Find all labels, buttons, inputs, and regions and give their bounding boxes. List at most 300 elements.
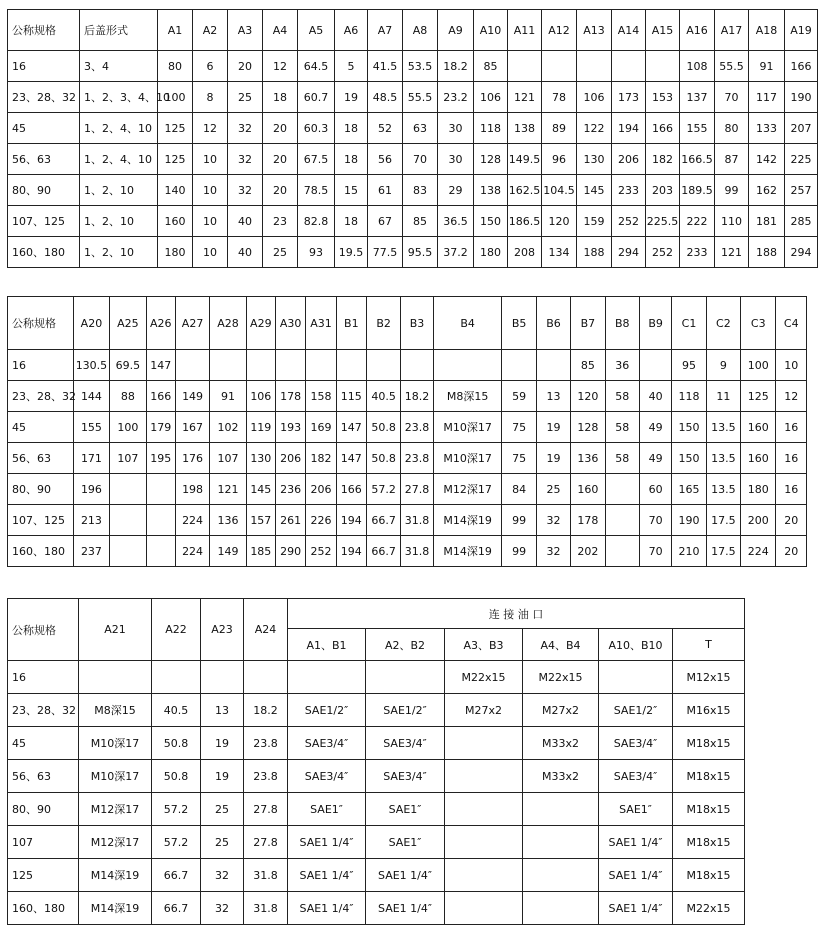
table-cell: 40.5 — [366, 381, 400, 412]
table-cell: 167 — [175, 412, 209, 443]
subheader-cell: A4、B4 — [523, 629, 599, 661]
table-cell — [445, 859, 523, 892]
table-cell: 20 — [228, 51, 263, 82]
table-cell: 171 — [73, 443, 109, 474]
table-cell: 106 — [246, 381, 275, 412]
table-cell: 70 — [639, 505, 671, 536]
table-cell: 252 — [612, 206, 646, 237]
header-cell: A28 — [210, 297, 246, 350]
table-cell: 45 — [8, 412, 74, 443]
table-cell: 252 — [646, 237, 680, 268]
table-cell: 149 — [175, 381, 209, 412]
table-cell: 188 — [577, 237, 612, 268]
header-cell: A21 — [79, 599, 152, 661]
table-cell: SAE3/4″ — [366, 760, 445, 793]
table-cell: 188 — [749, 237, 785, 268]
table-cell: 121 — [508, 82, 542, 113]
table-cell: 58 — [605, 443, 639, 474]
table-row — [8, 443, 807, 474]
table-cell: 32 — [201, 892, 244, 925]
header-cell: A20 — [73, 297, 109, 350]
table-cell: 89 — [542, 113, 577, 144]
table-cell: 158 — [306, 381, 336, 412]
table-cell — [508, 51, 542, 82]
table-cell: 77.5 — [368, 237, 403, 268]
subheader-cell: A2、B2 — [366, 629, 445, 661]
table-cell: SAE1″ — [599, 793, 673, 826]
table-cell: 82.8 — [298, 206, 335, 237]
table-row — [8, 727, 745, 760]
header-cell: A13 — [577, 10, 612, 51]
table-row — [8, 144, 818, 175]
table-cell: 138 — [508, 113, 542, 144]
table-cell: 32 — [228, 113, 263, 144]
table-cell: 1、2、4、10 — [80, 144, 158, 175]
table-cell: 19 — [201, 760, 244, 793]
table-cell: 104.5 — [542, 175, 577, 206]
table-cell: 224 — [741, 536, 776, 567]
table-cell: 18 — [335, 206, 368, 237]
table-cell: 162 — [749, 175, 785, 206]
table-cell: 137 — [680, 82, 715, 113]
table-cell: 25 — [263, 237, 298, 268]
table-cell: 149 — [210, 536, 246, 567]
table-cell: 100 — [110, 412, 146, 443]
table-cell: 25 — [228, 82, 263, 113]
table-cell: 32 — [536, 505, 570, 536]
header-cell: A24 — [244, 599, 288, 661]
header-cell: A7 — [368, 10, 403, 51]
table-cell: 182 — [646, 144, 680, 175]
table-cell: 226 — [306, 505, 336, 536]
table-cell: 125 — [158, 113, 193, 144]
table-cell: 294 — [612, 237, 646, 268]
header-cell: A3 — [228, 10, 263, 51]
table-cell: 80、90 — [8, 793, 79, 826]
table-cell: 32 — [228, 144, 263, 175]
table-cell: 23、28、32 — [8, 381, 74, 412]
table-cell: 36 — [605, 350, 639, 381]
header-row-top — [8, 599, 745, 629]
table-row — [8, 694, 745, 727]
table-cell: 294 — [785, 237, 818, 268]
table-cell: 70 — [715, 82, 749, 113]
table-cell — [110, 474, 146, 505]
table-cell: 198 — [175, 474, 209, 505]
table-cell: 166.5 — [680, 144, 715, 175]
table-cell: 50.8 — [366, 412, 400, 443]
table-cell: 225.5 — [646, 206, 680, 237]
table-cell: 185 — [246, 536, 275, 567]
table-cell — [445, 727, 523, 760]
table-cell: SAE3/4″ — [288, 760, 366, 793]
header-cell: A23 — [201, 599, 244, 661]
table-cell: 85 — [571, 350, 605, 381]
table-cell — [445, 793, 523, 826]
table-cell: 128 — [474, 144, 508, 175]
table-cell: 200 — [741, 505, 776, 536]
table-cell: 196 — [73, 474, 109, 505]
table-cell: M14深19 — [433, 536, 502, 567]
table-cell: 95.5 — [403, 237, 438, 268]
table-cell — [79, 661, 152, 694]
header-cell: 后盖形式 — [80, 10, 158, 51]
table-cell — [288, 661, 366, 694]
table-cell: M14深19 — [433, 505, 502, 536]
table-cell: 138 — [474, 175, 508, 206]
table-cell: 56、63 — [8, 443, 74, 474]
table-cell: 261 — [275, 505, 305, 536]
table-cell: SAE1 1/4″ — [288, 859, 366, 892]
table-cell: 66.7 — [152, 892, 201, 925]
table-cell: 80、90 — [8, 175, 80, 206]
table-cell: M18x15 — [673, 859, 745, 892]
table-cell: 3、4 — [80, 51, 158, 82]
table-cell: 64.5 — [298, 51, 335, 82]
table-cell — [646, 51, 680, 82]
table-cell: 13.5 — [706, 443, 740, 474]
table-cell: 88 — [110, 381, 146, 412]
table-cell: 10 — [193, 144, 228, 175]
table-cell: 49 — [639, 412, 671, 443]
table-cell: 60.3 — [298, 113, 335, 144]
table-cell: 10 — [193, 175, 228, 206]
table-cell: 36.5 — [438, 206, 474, 237]
table-cell: 75 — [502, 412, 536, 443]
subheader-cell: A10、B10 — [599, 629, 673, 661]
table-cell: 10 — [776, 350, 807, 381]
table-cell: 130 — [246, 443, 275, 474]
table-cell: 50.8 — [152, 760, 201, 793]
table-cell: 118 — [672, 381, 706, 412]
table-cell: 180 — [474, 237, 508, 268]
table-cell — [536, 350, 570, 381]
table-cell: M22x15 — [673, 892, 745, 925]
table-cell: 207 — [785, 113, 818, 144]
header-row — [8, 297, 807, 350]
table-cell: M10深17 — [79, 760, 152, 793]
table-cell: 107、125 — [8, 206, 80, 237]
table-cell: 160、180 — [8, 536, 74, 567]
table-cell: M27x2 — [445, 694, 523, 727]
table-cell: 166 — [146, 381, 175, 412]
table-cell — [146, 474, 175, 505]
table-cell: 31.8 — [401, 505, 433, 536]
table-cell: 202 — [571, 536, 605, 567]
table-cell: 115 — [336, 381, 366, 412]
table-cell — [577, 51, 612, 82]
table-cell: 30 — [438, 113, 474, 144]
table-cell: 80 — [158, 51, 193, 82]
table-cell: 130.5 — [73, 350, 109, 381]
table-cell: 56、63 — [8, 144, 80, 175]
table-cell: 155 — [680, 113, 715, 144]
table-cell: 206 — [612, 144, 646, 175]
table-cell: 236 — [275, 474, 305, 505]
table-cell: SAE1″ — [366, 826, 445, 859]
table-cell — [639, 350, 671, 381]
table-cell: 85 — [474, 51, 508, 82]
table-cell: 125 — [158, 144, 193, 175]
table-cell: 23、28、32 — [8, 694, 79, 727]
table-cell: 176 — [175, 443, 209, 474]
table-cell: M27x2 — [523, 694, 599, 727]
table-cell: 203 — [646, 175, 680, 206]
table-cell: 17.5 — [706, 505, 740, 536]
table-cell: 16 — [8, 350, 74, 381]
header-cell: C3 — [741, 297, 776, 350]
header-cell: A12 — [542, 10, 577, 51]
table-cell: 107 — [110, 443, 146, 474]
table-cell: 121 — [715, 237, 749, 268]
table-cell: SAE1 1/4″ — [599, 892, 673, 925]
table-cell: 237 — [73, 536, 109, 567]
table-cell: 31.8 — [244, 859, 288, 892]
table-cell: 83 — [403, 175, 438, 206]
table-cell: M8深15 — [433, 381, 502, 412]
table-cell: 16 — [776, 443, 807, 474]
table-cell — [605, 536, 639, 567]
header-cell: A17 — [715, 10, 749, 51]
table-cell: 206 — [306, 474, 336, 505]
table-cell: 190 — [672, 505, 706, 536]
header-cell: A8 — [403, 10, 438, 51]
table-cell: 100 — [741, 350, 776, 381]
table-cell: M10深17 — [433, 443, 502, 474]
table-cell — [110, 536, 146, 567]
subheader-cell: A1、B1 — [288, 629, 366, 661]
table-row — [8, 381, 807, 412]
table-cell: 25 — [536, 474, 570, 505]
table-cell: 118 — [474, 113, 508, 144]
table-cell: SAE1/2″ — [599, 694, 673, 727]
header-cell: A19 — [785, 10, 818, 51]
table-cell: SAE1 1/4″ — [288, 826, 366, 859]
table-cell: 225 — [785, 144, 818, 175]
header-cell: A22 — [152, 599, 201, 661]
oil-port-table — [7, 598, 745, 925]
table-cell: 119 — [246, 412, 275, 443]
table-cell: 99 — [502, 536, 536, 567]
table-cell: 128 — [571, 412, 605, 443]
table-cell: 155 — [73, 412, 109, 443]
table-cell: 180 — [741, 474, 776, 505]
table-cell: 66.7 — [366, 505, 400, 536]
table-cell: 194 — [336, 536, 366, 567]
table-cell: 130 — [577, 144, 612, 175]
table-cell: 30 — [438, 144, 474, 175]
table-cell: 285 — [785, 206, 818, 237]
table-cell: 9 — [706, 350, 740, 381]
table-cell: M22x15 — [523, 661, 599, 694]
table-cell: 194 — [612, 113, 646, 144]
table-cell: 75 — [502, 443, 536, 474]
table-cell: 195 — [146, 443, 175, 474]
table-cell: 41.5 — [368, 51, 403, 82]
table-cell: 19 — [536, 412, 570, 443]
table-cell — [175, 350, 209, 381]
table-cell: 178 — [275, 381, 305, 412]
table-cell: 140 — [158, 175, 193, 206]
table-cell: 162.5 — [508, 175, 542, 206]
table-cell: M18x15 — [673, 760, 745, 793]
subheader-cell: A3、B3 — [445, 629, 523, 661]
table-cell: 40 — [228, 206, 263, 237]
table-cell: 160、180 — [8, 892, 79, 925]
table-cell: 78 — [542, 82, 577, 113]
table-row — [8, 175, 818, 206]
table-cell: 224 — [175, 536, 209, 567]
table-cell: M12深17 — [433, 474, 502, 505]
header-cell: A16 — [680, 10, 715, 51]
table-cell: 69.5 — [110, 350, 146, 381]
table-cell: M12深17 — [79, 826, 152, 859]
table-cell — [146, 536, 175, 567]
table-cell: 56 — [368, 144, 403, 175]
table-cell: 45 — [8, 727, 79, 760]
table-cell: 6 — [193, 51, 228, 82]
table-cell — [523, 826, 599, 859]
table-cell — [433, 350, 502, 381]
table-cell: 222 — [680, 206, 715, 237]
table-cell: 108 — [680, 51, 715, 82]
table-row — [8, 350, 807, 381]
table-cell: 15 — [335, 175, 368, 206]
header-cell: B7 — [571, 297, 605, 350]
table-cell: 60 — [639, 474, 671, 505]
table-cell: 18 — [335, 113, 368, 144]
header-cell: 公称规格 — [8, 10, 80, 51]
table-cell: M12深17 — [79, 793, 152, 826]
table-cell: 95 — [672, 350, 706, 381]
table-cell: 125 — [741, 381, 776, 412]
header-cell: A14 — [612, 10, 646, 51]
table-cell: 18.2 — [244, 694, 288, 727]
table-cell: SAE1 1/4″ — [366, 859, 445, 892]
table-cell: 80、90 — [8, 474, 74, 505]
table-cell: M33x2 — [523, 727, 599, 760]
table-cell: 122 — [577, 113, 612, 144]
header-cell: A6 — [335, 10, 368, 51]
table-cell: 18.2 — [438, 51, 474, 82]
table-cell: M18x15 — [673, 793, 745, 826]
table-cell — [599, 661, 673, 694]
table-cell: 20 — [776, 505, 807, 536]
table-cell: 16 — [8, 51, 80, 82]
table-cell: SAE3/4″ — [599, 727, 673, 760]
table-cell: 166 — [785, 51, 818, 82]
table-cell: 61 — [368, 175, 403, 206]
header-cell: A4 — [263, 10, 298, 51]
table-row — [8, 859, 745, 892]
table-cell: 67.5 — [298, 144, 335, 175]
table-cell: 58 — [605, 381, 639, 412]
table-cell: 23.8 — [244, 760, 288, 793]
table-cell: 120 — [542, 206, 577, 237]
table-cell — [523, 892, 599, 925]
table-cell: 66.7 — [366, 536, 400, 567]
table-cell: 160、180 — [8, 237, 80, 268]
header-cell: C2 — [706, 297, 740, 350]
dimension-table-a1-a19 — [7, 9, 818, 268]
table-cell: SAE1/2″ — [288, 694, 366, 727]
header-cell: A11 — [508, 10, 542, 51]
header-cell: A25 — [110, 297, 146, 350]
table-cell: 25 — [201, 793, 244, 826]
table-cell: 13.5 — [706, 474, 740, 505]
table-cell: 107 — [8, 826, 79, 859]
header-cell: C1 — [672, 297, 706, 350]
table-cell: M10深17 — [79, 727, 152, 760]
table-cell: 20 — [263, 175, 298, 206]
header-cell: A15 — [646, 10, 680, 51]
table-cell: 120 — [571, 381, 605, 412]
table-cell: 160 — [571, 474, 605, 505]
header-cell: A30 — [275, 297, 305, 350]
table-cell — [306, 350, 336, 381]
table-cell: 213 — [73, 505, 109, 536]
table-cell: 10 — [193, 237, 228, 268]
table-cell: 66.7 — [152, 859, 201, 892]
header-cell: A31 — [306, 297, 336, 350]
table-cell: 27.8 — [244, 826, 288, 859]
table-cell: 16 — [776, 474, 807, 505]
table-cell: 99 — [715, 175, 749, 206]
table-cell — [244, 661, 288, 694]
table-cell: 166 — [646, 113, 680, 144]
table-cell: 10 — [193, 206, 228, 237]
table-cell: M12x15 — [673, 661, 745, 694]
table-cell: 84 — [502, 474, 536, 505]
table-cell: 57.2 — [152, 793, 201, 826]
table-cell: 1、2、10 — [80, 237, 158, 268]
table-cell: 27.8 — [401, 474, 433, 505]
table-cell: 12 — [193, 113, 228, 144]
table-cell: 110 — [715, 206, 749, 237]
table-cell: 157 — [246, 505, 275, 536]
table-cell — [201, 661, 244, 694]
table-cell: 32 — [201, 859, 244, 892]
table-cell: 179 — [146, 412, 175, 443]
header-cell: B3 — [401, 297, 433, 350]
table-cell: 166 — [336, 474, 366, 505]
table-cell: 99 — [502, 505, 536, 536]
header-cell: B4 — [433, 297, 502, 350]
table-cell: SAE3/4″ — [599, 760, 673, 793]
table-cell: 91 — [749, 51, 785, 82]
table-cell: 12 — [263, 51, 298, 82]
table-cell: 182 — [306, 443, 336, 474]
table-cell: M18x15 — [673, 727, 745, 760]
table-cell: SAE1 1/4″ — [599, 859, 673, 892]
table-cell: 32 — [536, 536, 570, 567]
table-cell: 160 — [158, 206, 193, 237]
table-cell: 160 — [741, 412, 776, 443]
table-cell: 87 — [715, 144, 749, 175]
header-cell: A10 — [474, 10, 508, 51]
table-cell: 57.2 — [152, 826, 201, 859]
table-cell: 233 — [612, 175, 646, 206]
header-cell: A5 — [298, 10, 335, 51]
table-cell: 144 — [73, 381, 109, 412]
header-cell: B8 — [605, 297, 639, 350]
table-cell: M18x15 — [673, 826, 745, 859]
table-cell — [445, 892, 523, 925]
table-cell — [275, 350, 305, 381]
table-row — [8, 51, 818, 82]
table-cell: 149.5 — [508, 144, 542, 175]
table-cell: 5 — [335, 51, 368, 82]
